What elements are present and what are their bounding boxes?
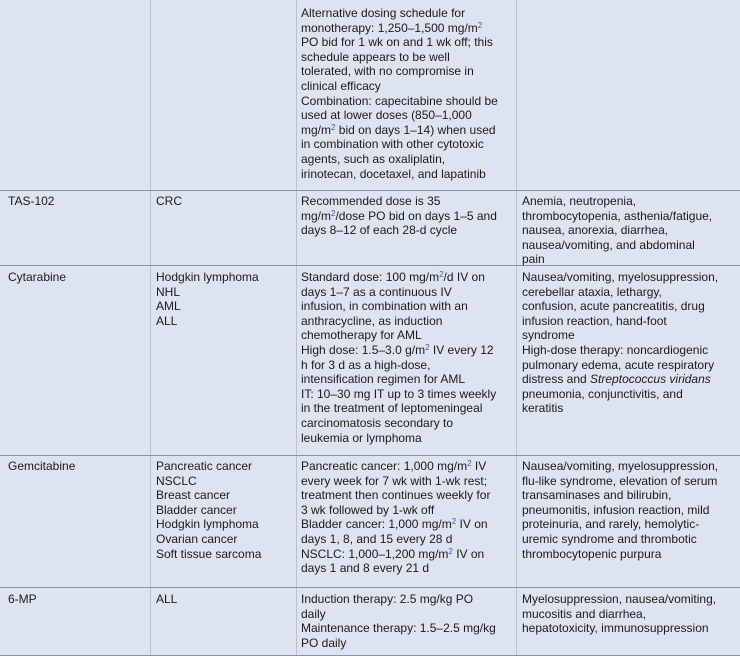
cell-line: ALL — [156, 313, 178, 328]
cell-line: AML — [156, 299, 181, 314]
cell-line: leukemia or lymphoma — [301, 430, 422, 445]
cell-line: NHL — [156, 284, 181, 299]
cell-line: ALL — [156, 592, 178, 606]
drug-name: Gemcitabine — [8, 459, 76, 473]
dosing — [301, 270, 513, 445]
cell-line: Bladder cancer — [156, 502, 237, 517]
cell-line: every week for 7 wk with 1-wk rest; — [301, 473, 488, 488]
drug-name: Cytarabine — [8, 270, 67, 284]
drug-name: 6-MP — [8, 592, 37, 606]
cell-line: Combination: capecitabine should be — [301, 93, 498, 108]
cell-line: Anemia, neutropenia, — [522, 194, 637, 208]
cell-line: used at lower doses (850–1,000 — [301, 108, 472, 123]
cell-line: NSCLC — [156, 473, 197, 488]
cell-line: pneumonia, conjunctivitis, and — [522, 386, 683, 401]
cell-line: High-dose therapy: noncardiogenic — [522, 342, 709, 357]
cell-line: clinical efficacy — [301, 78, 381, 93]
cell-line: Nausea/vomiting, myelosuppression, — [522, 459, 719, 473]
cell-line: PO bid for 1 wk on and 1 wk off; this — [301, 35, 493, 50]
side-effects — [522, 459, 734, 561]
drug-name: TAS-102 — [8, 194, 55, 208]
cell-line: transaminases and bilirubin, — [522, 488, 672, 503]
cell-line: intensification regimen for AML — [301, 372, 466, 387]
side-effects — [522, 194, 734, 267]
cell-line: irinotecan, docetaxel, and lapatinib — [301, 166, 486, 181]
cell-line: carcinomatosis secondary to — [301, 415, 454, 430]
cell-line: proteinuria, and rarely, hemolytic- — [522, 517, 700, 532]
cell-line: days 8–12 of each 28-d cycle — [301, 223, 458, 238]
cell-line: PO daily — [301, 635, 347, 650]
cell-line: mucositis and diarrhea, — [522, 606, 647, 621]
cell-line: pain — [522, 252, 545, 267]
cell-line: syndrome — [522, 328, 575, 343]
row-divider — [0, 190, 740, 191]
indications — [156, 270, 290, 328]
cell-line: thrombocytopenic purpura — [522, 546, 662, 561]
cell-line: Ovarian cancer — [156, 531, 238, 546]
cell-line: pulmonary edema, acute respiratory — [522, 357, 715, 372]
dosing — [301, 194, 513, 238]
cell-line: Hodgkin lymphoma — [156, 517, 259, 532]
row-divider — [0, 455, 740, 456]
cell-line: Alternative dosing schedule for — [301, 6, 466, 20]
dosing — [301, 6, 513, 181]
cell-line: days 1 and 8 every 21 d — [301, 561, 430, 576]
cell-line: infusion, in combination with an — [301, 299, 468, 314]
cell-line: keratitis — [522, 401, 564, 416]
cell-line: IT: 10–30 mg IT up to 3 times weekly — [301, 386, 497, 401]
cell-line: thrombocytopenia, asthenia/fatigue, — [522, 208, 713, 223]
cell-line: High dose: 1.5–3.0 $g/m^2$ IV every 12 — [301, 342, 494, 357]
cell-line: $mg/m^2$ bid on days 1–14) when used — [301, 122, 496, 137]
cell-line: in the treatment of leptomeningeal — [301, 401, 483, 416]
cell-line: Induction therapy: 2.5 mg/kg PO — [301, 592, 474, 606]
cell-line: in combination with other cytotoxic — [301, 137, 484, 152]
indications — [156, 194, 290, 209]
cell-line: chemotherapy for AML — [301, 328, 422, 343]
cell-line: nausea/vomiting, and abdominal — [522, 237, 695, 252]
cell-line: Standard dose: 100 $mg/m^2/d$ IV on — [301, 270, 485, 284]
cell-line: h for 3 d as a high-dose, — [301, 357, 431, 372]
cell-line: schedule appears to be well — [301, 49, 450, 64]
cell-line: infusion reaction, hand-foot — [522, 313, 667, 328]
cell-line: anthracycline, as induction — [301, 313, 443, 328]
column-divider — [150, 0, 151, 656]
row-divider — [0, 587, 740, 588]
cell-line: flu-like syndrome, elevation of serum — [522, 473, 718, 488]
row-divider — [0, 655, 740, 656]
dosing — [301, 592, 513, 650]
column-divider — [516, 0, 517, 656]
cell-line: NSCLC: 1,000–1,200 $mg/m^2$ IV on — [301, 546, 485, 561]
cell-line: tolerated, with no compromise in — [301, 64, 474, 79]
cell-line: treatment then continues weekly for — [301, 488, 491, 503]
indications — [156, 459, 290, 561]
cell-line: pneumonitis, infusion reaction, mild — [522, 502, 710, 517]
cell-line: agents, such as oxaliplatin, — [301, 151, 446, 166]
cell-line: Bladder cancer: 1,000 $mg/m^2$ IV on — [301, 517, 488, 532]
cell-line: nausea, anorexia, diarrhea, — [522, 223, 669, 238]
cell-line: CRC — [156, 194, 182, 208]
cell-line: Pancreatic cancer: 1,000 $mg/m^2$ IV — [301, 459, 487, 473]
cell-line: Breast cancer — [156, 488, 231, 503]
cell-line: Soft tissue sarcoma — [156, 546, 262, 561]
side-effects — [522, 270, 734, 416]
side-effects — [522, 592, 734, 636]
cell-line: cerebellar ataxia, lethargy, — [522, 284, 662, 299]
cell-line: confusion, acute pancreatitis, drug — [522, 299, 705, 314]
cell-line: uremic syndrome and thrombotic — [522, 531, 697, 546]
cell-line: 3 wk followed by 1-wk off — [301, 502, 435, 517]
cell-line: Hodgkin lymphoma — [156, 270, 259, 284]
cell-line: Maintenance therapy: 1.5–2.5 mg/kg — [301, 621, 496, 636]
cell-line: $mg/m^2$/dose PO bid on days 1–5 and — [301, 208, 497, 223]
column-divider — [296, 0, 297, 656]
cell-line: Nausea/vomiting, myelosuppression, — [522, 270, 719, 284]
cell-line: distress and Streptococcus viridans — [522, 372, 711, 387]
cell-line: daily — [301, 606, 326, 621]
cell-line: Pancreatic cancer — [156, 459, 253, 473]
indications — [156, 592, 290, 607]
cell-line: days 1–7 as a continuous IV — [301, 284, 452, 299]
dosing — [301, 459, 513, 576]
cell-line: days 1, 8, and 15 every 28 d — [301, 531, 453, 546]
cell-line: Myelosuppression, nausea/vomiting, — [522, 592, 717, 606]
cell-line: monotherapy: 1,250–1,500 $mg/m^2$ — [301, 20, 483, 35]
cell-line: Recommended dose is 35 — [301, 194, 441, 208]
cell-line: hepatotoxicity, immunosuppression — [522, 621, 709, 636]
